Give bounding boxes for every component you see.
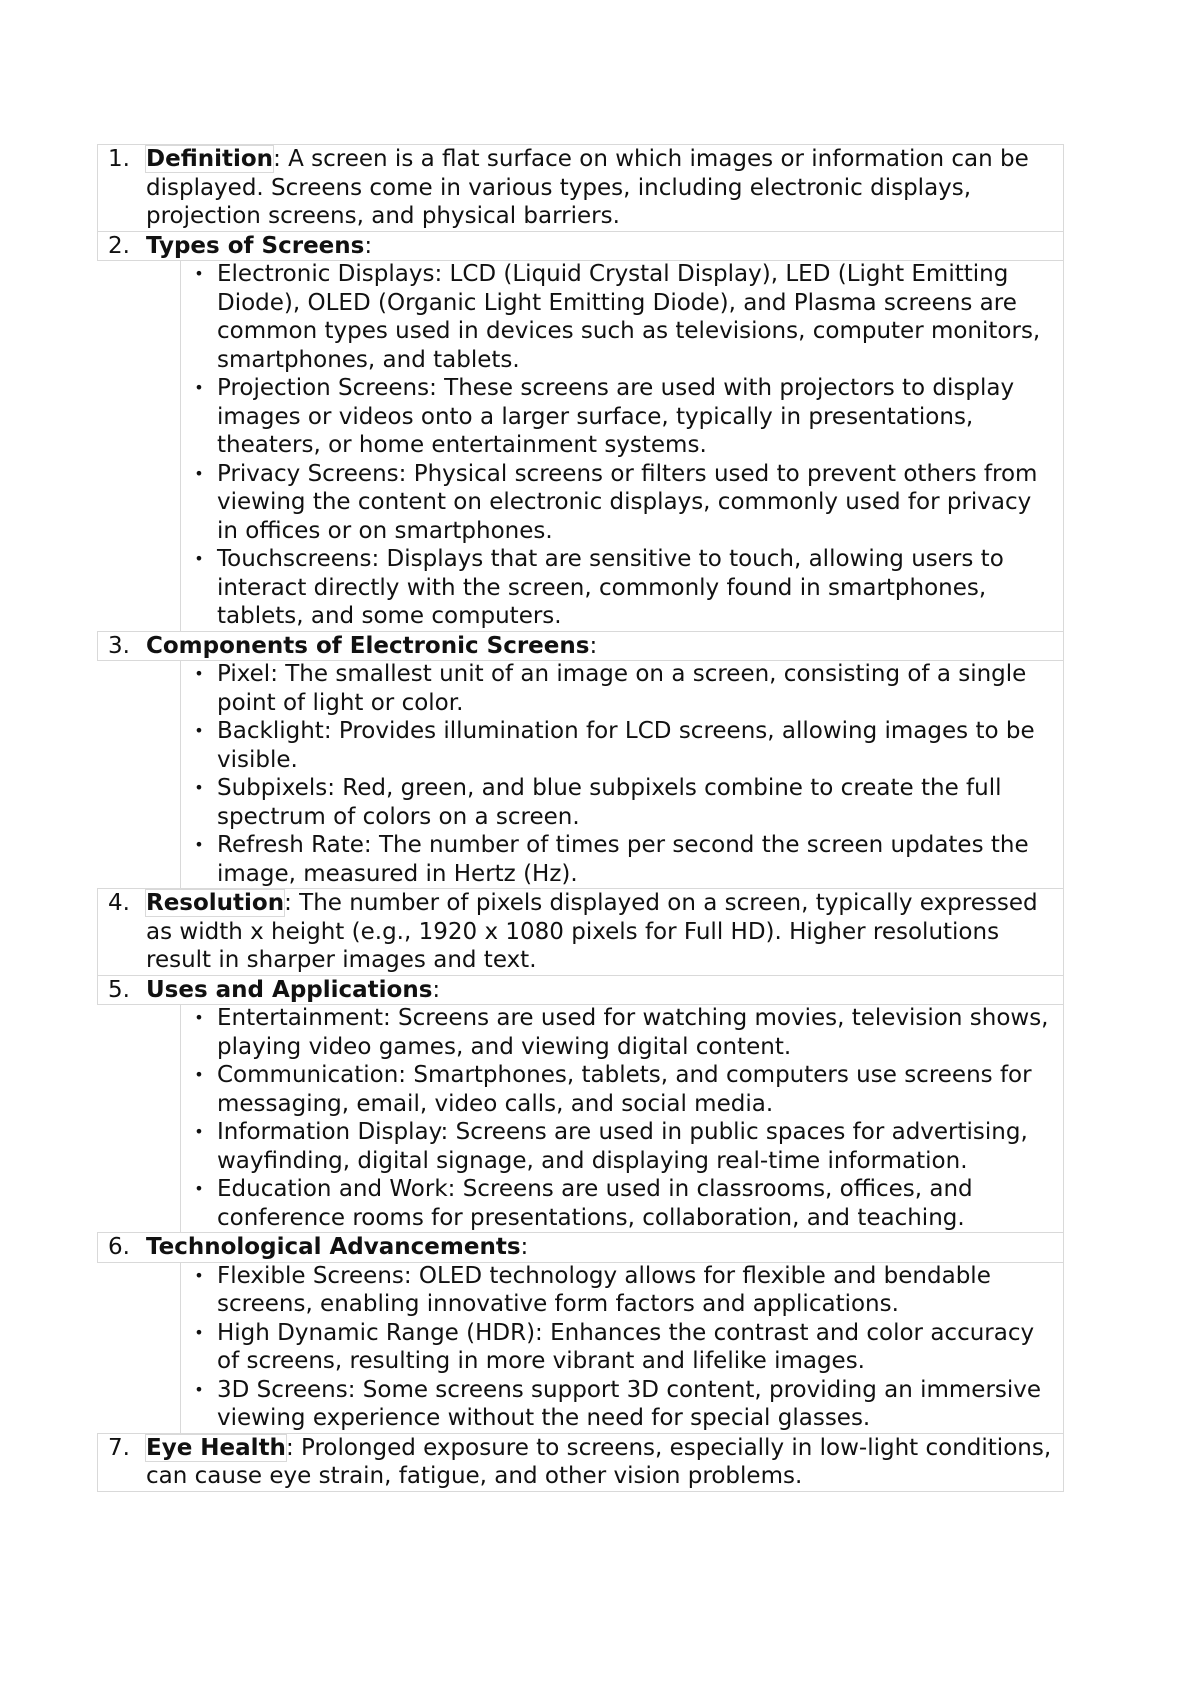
sub-list-item [181, 660, 1063, 717]
item-number: 2. [108, 232, 130, 259]
item-number: 7. [108, 1434, 130, 1461]
sub-list-item [181, 1376, 1063, 1433]
item-term: Types of Screens [146, 232, 365, 259]
list-item-uses [97, 975, 1064, 1234]
bullet-icon: • [194, 664, 204, 683]
sub-item-text: Information Display: Screens are used in public spaces for advertising, wayfinding, digital signage, and displaying real-time information. [217, 1119, 1028, 1174]
sub-item-text: Subpixels: Red, green, and blue subpixels combine to create the full spectrum of colors on a screen. [217, 775, 1002, 830]
sub-item-text: Flexible Screens: OLED technology allows for flexible and bendable screens, enabling innovative form factors and applications. [217, 1262, 991, 1317]
item-paragraph [97, 144, 1064, 232]
sub-list-item [181, 774, 1063, 831]
bullet-icon: • [194, 549, 204, 568]
bullet-icon: • [194, 721, 204, 740]
item-paragraph [97, 1433, 1064, 1492]
list-item-tech-advancements [97, 1232, 1064, 1434]
sub-item-text: Projection Screens: These screens are used with projectors to display images or videos onto a larger surface, typically in presentations, theaters, or home entertainment systems. [217, 375, 1015, 458]
sub-list-item [181, 374, 1063, 460]
sub-list-item [181, 260, 1063, 374]
bullet-icon: • [194, 463, 204, 483]
item-number: 1. [108, 146, 130, 172]
bullet-icon: • [194, 1122, 204, 1141]
bullet-icon: • [194, 1379, 204, 1399]
sub-item-text: Communication: Smartphones, tablets, and computers use screens for messaging, email, video calls, and social media. [217, 1062, 1032, 1117]
item-number: 3. [108, 632, 130, 659]
sub-list [180, 660, 1064, 889]
sub-list-item [181, 717, 1063, 774]
item-text: : [589, 632, 598, 659]
sub-list-item [181, 831, 1063, 888]
item-text: : Prolonged exposure to screens, especially in low-light conditions, can cause eye strain, fatigue, and other vision problems. [146, 1434, 1052, 1489]
item-text: : [432, 976, 441, 1003]
sub-list [180, 1262, 1064, 1434]
item-text: : [520, 1234, 529, 1260]
item-paragraph [97, 1232, 1064, 1263]
bullet-icon: • [194, 264, 204, 283]
item-paragraph [97, 888, 1064, 976]
item-term: Components of Electronic Screens [146, 632, 590, 659]
sub-item-text: Privacy Screens: Physical screens or filters used to prevent others from viewing the content on electronic displays, commonly used for privacy in offices or on smartphones. [217, 460, 1038, 544]
sub-item-text: Electronic Displays: LCD (Liquid Crystal Display), LED (Light Emitting Diode), OLED (Organic Light Emitting Diode), and Plasma screens are common types used in devices such as televisions, computer monitors, smartphones, and tablets. [217, 261, 1041, 373]
sub-item-text: Education and Work: Screens are used in classrooms, offices, and conference rooms for presentations, collaboration, and teaching. [217, 1176, 973, 1231]
sub-item-text: Pixel: The smallest unit of an image on a screen, consisting of a single point of light or color. [217, 661, 1027, 716]
bullet-icon: • [194, 1065, 204, 1084]
sub-list-item [181, 1319, 1063, 1376]
sub-list-item [181, 460, 1063, 546]
sub-item-text: Backlight: Provides illumination for LCD screens, allowing images to be visible. [217, 718, 1035, 773]
list-item-eye-health [97, 1433, 1064, 1492]
list-item-definition [97, 144, 1064, 232]
sub-list-item [181, 1061, 1063, 1118]
item-text: : [364, 232, 373, 259]
item-number: 5. [108, 976, 130, 1003]
sub-item-text: 3D Screens: Some screens support 3D content, providing an immersive viewing experience without the need for special glasses. [217, 1376, 1042, 1431]
sub-list-item [181, 1004, 1063, 1061]
item-term: Uses and Applications [146, 976, 433, 1003]
bullet-icon: • [194, 835, 204, 854]
bullet-icon: • [194, 1008, 204, 1027]
bullet-icon: • [194, 1265, 204, 1285]
sub-item-text: Touchscreens: Displays that are sensitive to touch, allowing users to interact directly with the screen, commonly found in smartphones, tablets, and some computers. [217, 546, 1004, 629]
sub-list [180, 1004, 1064, 1233]
document-list [97, 144, 1064, 1491]
item-text: : A screen is a flat surface on which images or information can be displayed. Screens come in various types, including electronic displays, projection screens, and physical barriers. [146, 146, 1029, 229]
sub-item-text: Entertainment: Screens are used for watching movies, television shows, playing video games, and viewing digital content. [217, 1005, 1049, 1060]
bullet-icon: • [194, 1179, 204, 1198]
item-term: Definition [146, 146, 274, 172]
bullet-icon: • [194, 378, 204, 397]
bullet-icon: • [194, 778, 204, 797]
sub-item-text: High Dynamic Range (HDR): Enhances the contrast and color accuracy of screens, resulting in more vibrant and lifelike images. [217, 1319, 1035, 1374]
bullet-icon: • [194, 1322, 204, 1342]
item-number: 6. [108, 1234, 130, 1260]
sub-list-item [181, 545, 1063, 631]
sub-list-item [181, 1175, 1063, 1232]
sub-list [180, 260, 1064, 632]
list-item-types-of-screens [97, 231, 1064, 632]
sub-item-text: Refresh Rate: The number of times per second the screen updates the image, measured in Hertz (Hz). [217, 832, 1029, 887]
item-paragraph [97, 231, 1064, 262]
list-item-components [97, 631, 1064, 890]
item-paragraph [97, 975, 1064, 1006]
item-term: Technological Advancements [146, 1234, 521, 1260]
item-term: Eye Health [146, 1434, 286, 1461]
item-text: : The number of pixels displayed on a screen, typically expressed as width x height (e.g., 1920 x 1080 pixels for Full HD). Higher resolutions result in sharper images and text. [146, 890, 1038, 973]
item-paragraph [97, 631, 1064, 662]
list-item-resolution [97, 888, 1064, 976]
sub-list-item [181, 1262, 1063, 1319]
item-term: Resolution [146, 890, 285, 916]
sub-list-item [181, 1118, 1063, 1175]
item-number: 4. [108, 890, 130, 916]
